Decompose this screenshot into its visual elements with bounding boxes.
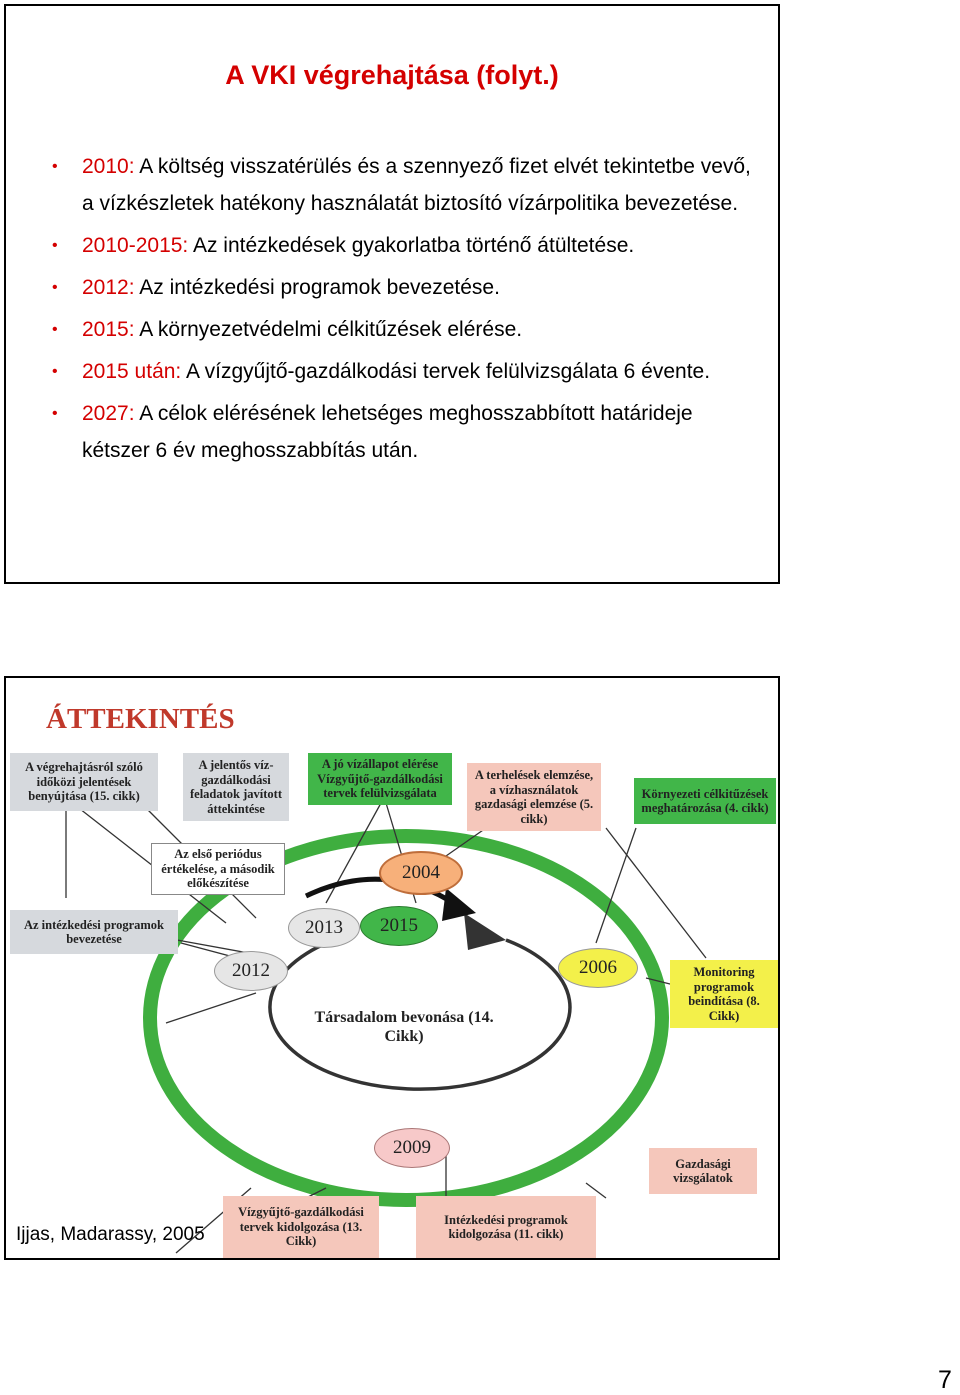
box-pressure-analysis: A terhelések elemzése, a vízhasználatok gazdasági elemzése (5. cikk) — [467, 763, 601, 831]
year-oval-2013: 2013 — [288, 908, 360, 948]
year-oval-2004: 2004 — [379, 851, 463, 895]
slide-overview-diagram — [4, 676, 780, 1260]
year-oval-2006: 2006 — [558, 948, 638, 988]
box-good-status: A jó vízállapot elérése Vízgyűjtő-gazdálkodási tervek felülvizsgálata — [308, 753, 452, 805]
source-credit: Ijjas, Madarassy, 2005 — [16, 1224, 205, 1245]
bullet-text: A célok elérésének lehetséges meghosszabbított határideje kétszer 6 év meghosszabbítás után. — [82, 402, 693, 462]
box-water-issues-review: A jelentős víz-gazdálkodási feladatok javított áttekintése — [183, 753, 289, 821]
box-programmes-introduction: Az intézkedési programok bevezetése — [10, 910, 178, 954]
bullet-year: 2012: — [82, 276, 135, 299]
bullet-year: 2015: — [82, 318, 135, 341]
bullet-year: 2010-2015: — [82, 234, 189, 257]
inner-arrow-head-icon — [464, 913, 506, 950]
box-rbmp-development: Vízgyűjtő-gazdálkodási tervek kidolgozása (13. Cikk) — [223, 1196, 379, 1258]
bullet-dot-icon: • — [52, 158, 58, 175]
bullet-text: A vízgyűjtő-gazdálkodási tervek felülvizsgálata 6 évente. — [181, 360, 711, 383]
bullet-dot-icon: • — [52, 279, 58, 296]
bullet-dot-icon: • — [52, 237, 58, 254]
bullet-text: A költség visszatérülés és a szennyező fizet elvét tekintetbe vevő, a vízkészletek hatékony használatát biztosító vízárpolitika bevezetése. — [82, 155, 751, 215]
bullet-year: 2015 után: — [82, 360, 182, 383]
bullet-item — [52, 311, 752, 348]
bullet-item — [52, 395, 752, 469]
box-first-period-evaluation: Az első periódus értékelése, a második előkészítése — [151, 843, 285, 895]
page-number: 7 — [938, 1366, 952, 1394]
bullet-year: 2027: — [82, 402, 135, 425]
slide-title: A VKI végrehajtása (folyt.) — [225, 60, 559, 90]
bullet-text: Az intézkedések gyakorlatba történő átültetése. — [188, 234, 635, 257]
slide-vki-implementation — [4, 4, 780, 584]
box-economic-analyses: Gazdasági vizsgálatok — [649, 1148, 757, 1194]
diagram-title: ÁTTEKINTÉS — [46, 703, 235, 735]
box-environmental-objectives: Környezeti célkitűzések meghatározása (4. cikk) — [634, 778, 776, 824]
bullet-item — [52, 353, 752, 390]
box-monitoring-programmes: Monitoring programok beindítása (8. Cikk) — [670, 960, 778, 1028]
year-oval-2012: 2012 — [214, 951, 288, 991]
bullet-dot-icon: • — [52, 363, 58, 380]
box-interim-reports: A végrehajtásról szóló időközi jelentések benyújtása (15. cikk) — [10, 753, 158, 811]
public-participation-label: Társadalom bevonása (14. Cikk) — [314, 1009, 494, 1045]
bullet-text: A környezetvédelmi célkitűzések elérése. — [134, 318, 523, 341]
bullet-dot-icon: • — [52, 405, 58, 422]
bullet-item — [52, 148, 752, 222]
bullet-text: Az intézkedési programok bevezetése. — [134, 276, 500, 299]
bullet-item — [52, 227, 752, 264]
year-oval-2009: 2009 — [374, 1128, 450, 1168]
bullet-year: 2010: — [82, 155, 135, 178]
bullet-dot-icon: • — [52, 321, 58, 338]
year-oval-2015: 2015 — [360, 906, 438, 946]
box-programme-development: Intézkedési programok kidolgozása (11. cikk) — [416, 1196, 596, 1258]
timeline-bullet-list — [52, 148, 752, 474]
bullet-item — [52, 269, 752, 306]
